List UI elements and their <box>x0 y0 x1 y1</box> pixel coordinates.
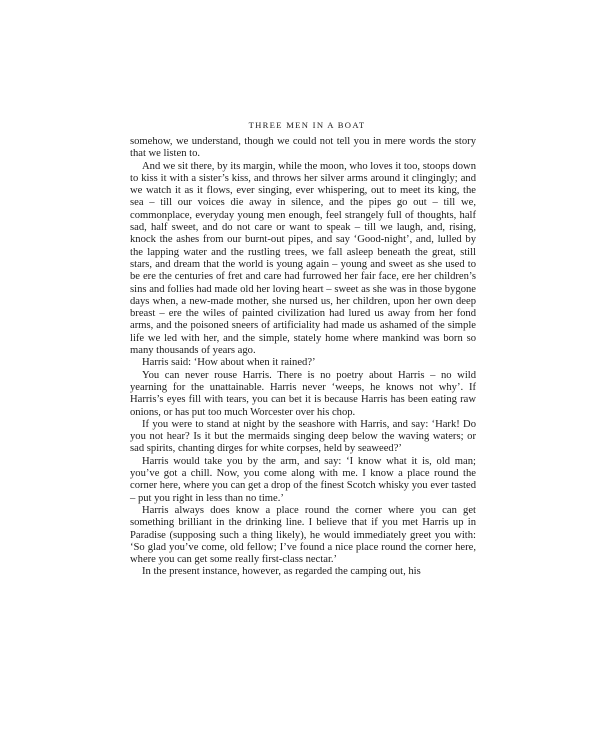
paragraph: And we sit there, by its margin, while the moon, who loves it too, stoops down to kiss it with a sister’s kiss, and throws her silver arms around it clingingly; and we watch it as it flows, ever singing, ever whispering, out to meet its king, the sea – till our voices die away in silence, and the pipes go out – till we, commonplace, everyday young men enough, feel strangely full of thoughts, half sad, half sweet, and do not care or want to speak – till we laugh, and, rising, knock the ashes from our burnt-out pipes, and say ‘Good-night’, and, lulled by the lapping water and the rustling trees, we fall asleep beneath the great, still stars, and dream that the world is young again – young and sweet as she used to be ere the centuries of fret and care had furrowed her fair face, ere her children’s sins and follies had made old her loving heart – sweet as she was in those bygone days when, a new-made mother, she nursed us, her children, upon her own deep breast – ere the wiles of painted civilization had lured us away from her fond arms, and the poisoned sneers of artificiality had made us ashamed of the simple life we led with her, and the simple, stately home where mankind was born so many thousands of years ago. <box>130 160 476 357</box>
paragraph: Harris said: ‘How about when it rained?’ <box>142 357 316 369</box>
running-head: THREE MEN IN A BOAT <box>248 120 366 130</box>
book-page <box>130 120 476 579</box>
paragraph: Harris always does know a place round the corner where you can get something brilliant in the drinking line. I believe that if you met Harris up in Paradise (supposing such a thing likely), he would immediately greet you with: ‘So glad you’ve come, old fellow; I’ve found a nice place round the corner here, where you can get some really first-class nectar.’ <box>130 504 476 566</box>
paragraph: In the present instance, however, as regarded the camping out, his <box>142 566 421 578</box>
paragraph: You can never rouse Harris. There is no poetry about Harris – no wild yearning for the unattainable. Harris never ‘weeps, he knows not why’. If Harris’s eyes fill with tears, you can bet it is because Harris has been eating raw onions, or has put too much Worcester over his chop. <box>130 369 476 418</box>
paragraph: If you were to stand at night by the seashore with Harris, and say: ‘Hark! Do you not hear? Is it but the mermaids singing deep below the waving waters; or sad spirits, chanting dirges for white corpses, held by seaweed?’ <box>130 418 476 455</box>
paragraph: Harris would take you by the arm, and say: ‘I know what it is, old man; you’ve got a chill. Now, you come along with me. I know a place round the corner here, where you can get a drop of the finest Scotch whisky you ever tasted – put you right in less than no time.’ <box>130 455 476 504</box>
paragraph: somehow, we understand, though we could not tell you in mere words the story that we listen to. <box>130 136 476 160</box>
body-text <box>130 136 476 579</box>
